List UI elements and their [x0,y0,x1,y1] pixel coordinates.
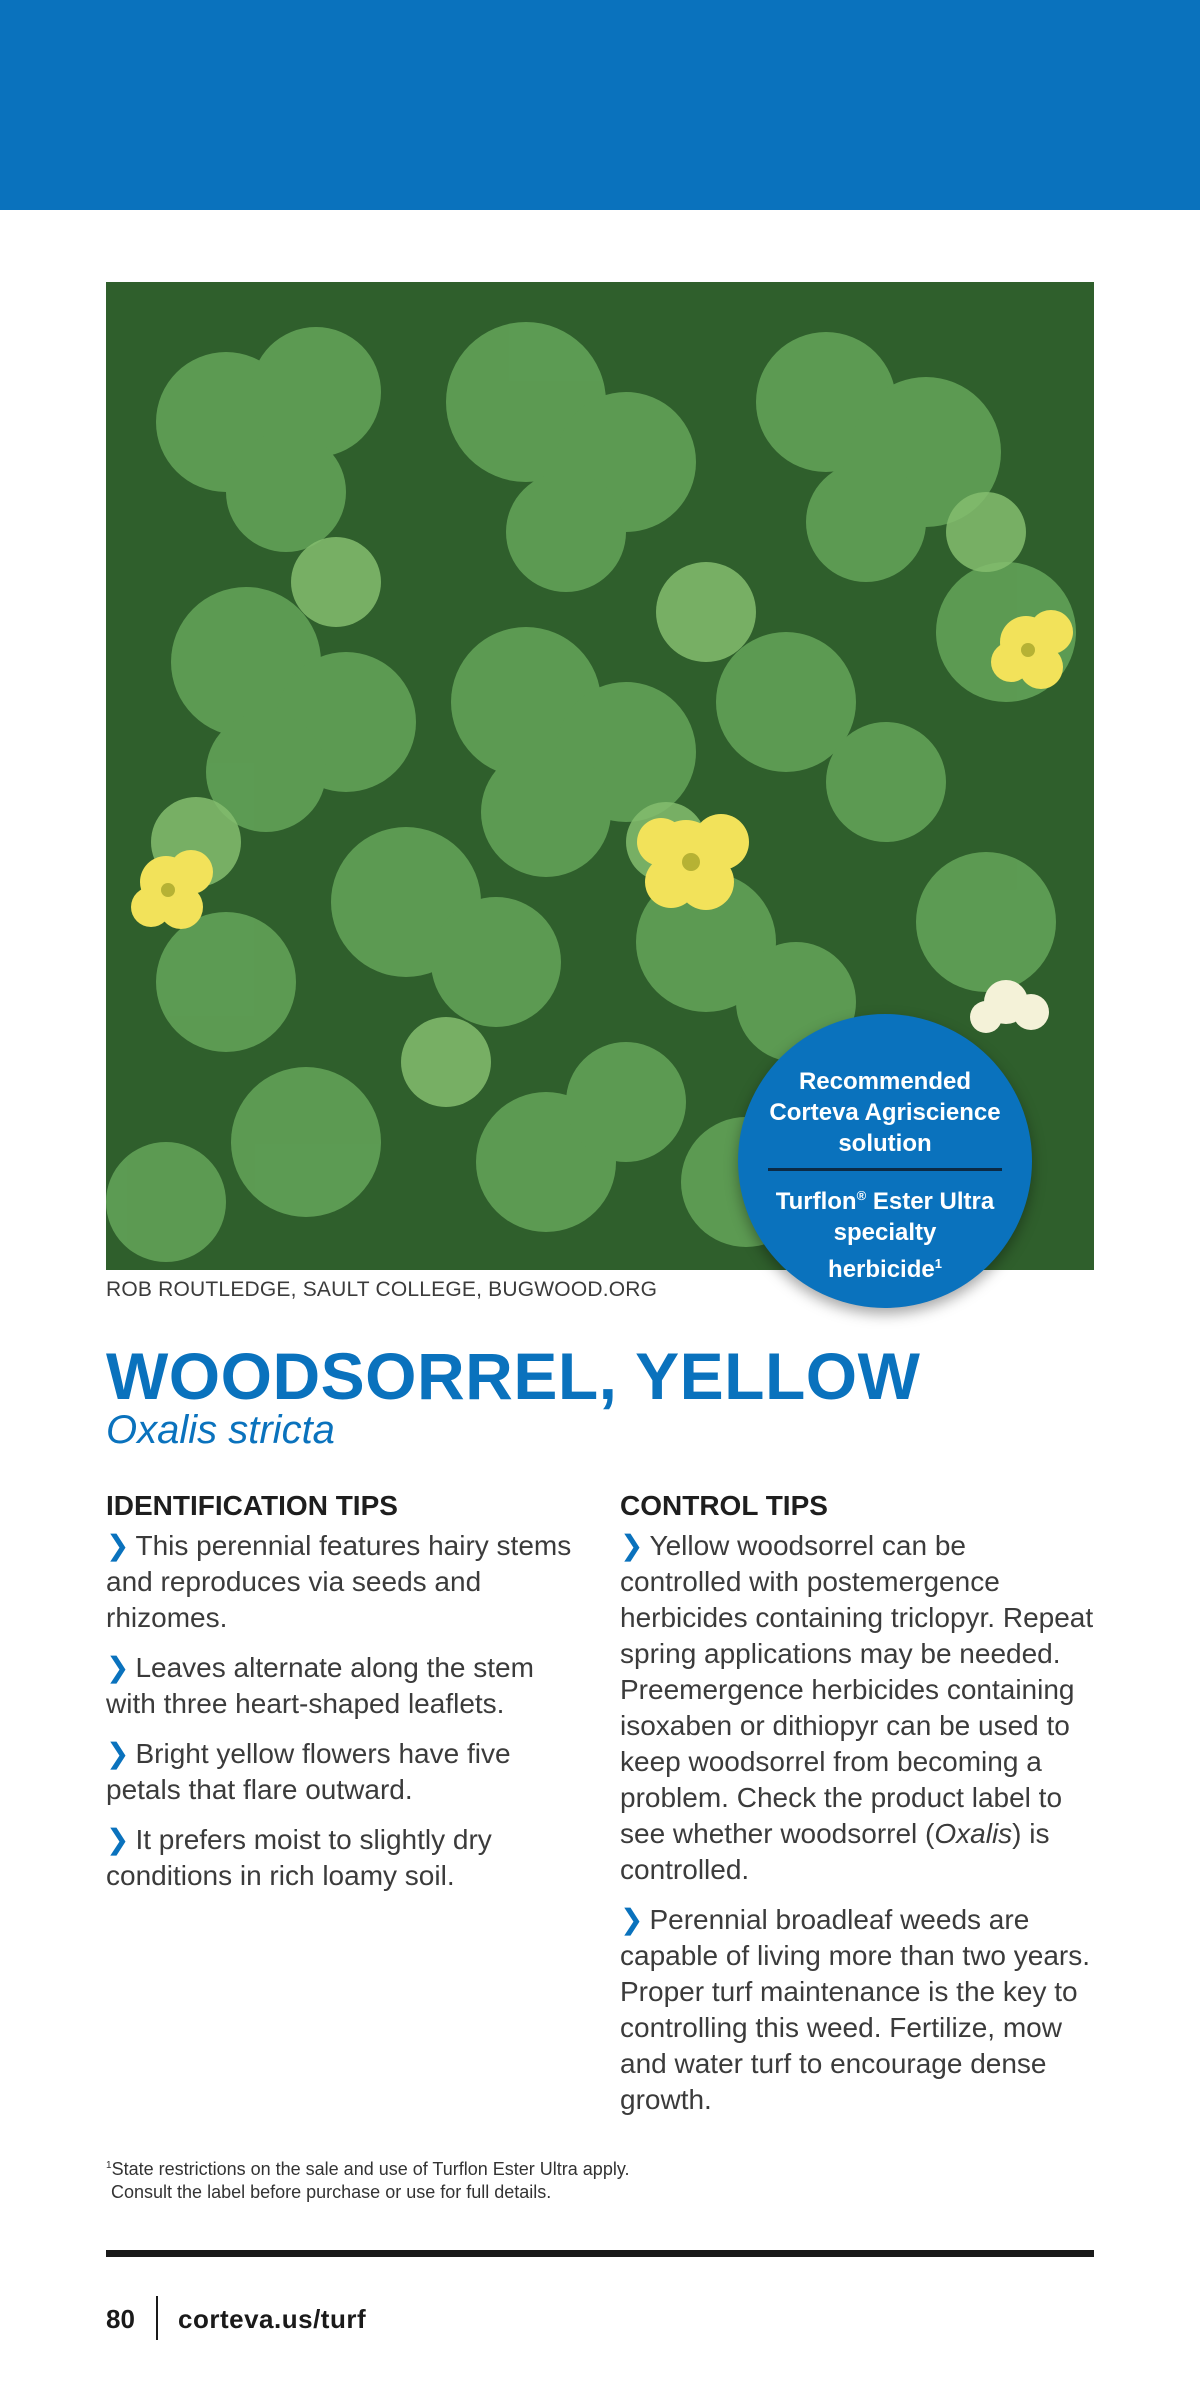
tip-text: Yellow woodsorrel can be controlled with postemergence herbicides containing triclopyr. Repeat spring applications may be needed. Preemergence herbicides containing isoxaben or dithiopyr can be used to keep woodsorrel from becoming a problem. Check the product label to see whether woodsorrel ( [620,1530,1094,1849]
chevron-right-icon: ❯ [106,1824,130,1855]
control-heading: CONTROL TIPS [620,1490,828,1521]
chevron-right-icon: ❯ [106,1530,130,1561]
badge-line-1: Recommended [798,1068,972,1095]
badge-product-line-2: specialty [833,1219,937,1246]
tip-text: Perennial broadleaf weeds are capable of living more than two years. Proper turf maintenance is the key to controlling this weed. Fertilize, mow and water turf to encourage dense growth. [620,1904,1091,2115]
badge-heading [738,1066,1032,1159]
badge-line-3: solution [838,1130,932,1157]
footnote [106,2154,630,2204]
footnote-ref: 1 [934,1256,942,1271]
identification-tip [106,1528,576,1636]
website-link[interactable]: corteva.us/turf [178,2304,367,2334]
identification-tips-section [106,1490,576,1908]
product-type: herbicide [828,1256,935,1283]
product-name-rest: Ester Ultra [866,1188,995,1215]
badge-product-line-1 [738,1180,1032,1217]
tip-text-italic: Oxalis [934,1818,1013,1849]
control-tips-section [620,1490,1094,2132]
page-title: WOODSORREL, YELLOW [106,1339,921,1413]
footer-separator [156,2296,158,2340]
top-color-band [0,0,1200,210]
identification-tip [106,1650,576,1722]
control-tip [620,1902,1094,2118]
tip-text: ) is controlled. [620,1818,1050,1885]
footnote-line-1 [106,2154,630,2181]
footnote-marker: 1 [106,2160,112,2171]
chevron-right-icon: ❯ [106,1652,130,1683]
chevron-right-icon: ❯ [620,1904,644,1935]
tip-text: Bright yellow flowers have five petals that flare outward. [106,1738,511,1805]
product-name: Turflon [775,1188,857,1215]
tip-text: This perennial features hairy stems and reproduces via seeds and rhizomes. [106,1530,572,1633]
recommended-solution-badge [738,1014,1032,1308]
page-number: 80 [106,2304,135,2334]
identification-tip [106,1822,576,1894]
tip-text: It prefers moist to slightly dry conditions in rich loamy soil. [106,1824,492,1891]
footnote-text: Consult the label before purchase or use for full details. [111,2182,552,2202]
scientific-name: Oxalis stricta [106,1408,335,1452]
footnote-text: State restrictions on the sale and use of Turflon Ester Ultra apply. [111,2159,630,2179]
footnote-line-2 [106,2181,630,2204]
badge-line-2: Corteva Agriscience [769,1099,1001,1126]
badge-product [738,1180,1032,1285]
chevron-right-icon: ❯ [106,1738,130,1769]
identification-tip [106,1736,576,1808]
tip-text: Leaves alternate along the stem with three heart-shaped leaflets. [106,1652,534,1719]
chevron-right-icon: ❯ [620,1530,644,1561]
photo-credit: ROB ROUTLEDGE, SAULT COLLEGE, BUGWOOD.ORG [106,1278,658,1301]
control-tip [620,1528,1094,1888]
badge-divider [768,1168,1002,1171]
identification-heading: IDENTIFICATION TIPS [106,1490,398,1521]
footer-divider [106,2250,1094,2257]
badge-product-line-3 [738,1248,1032,1285]
registered-mark: ® [856,1188,867,1203]
